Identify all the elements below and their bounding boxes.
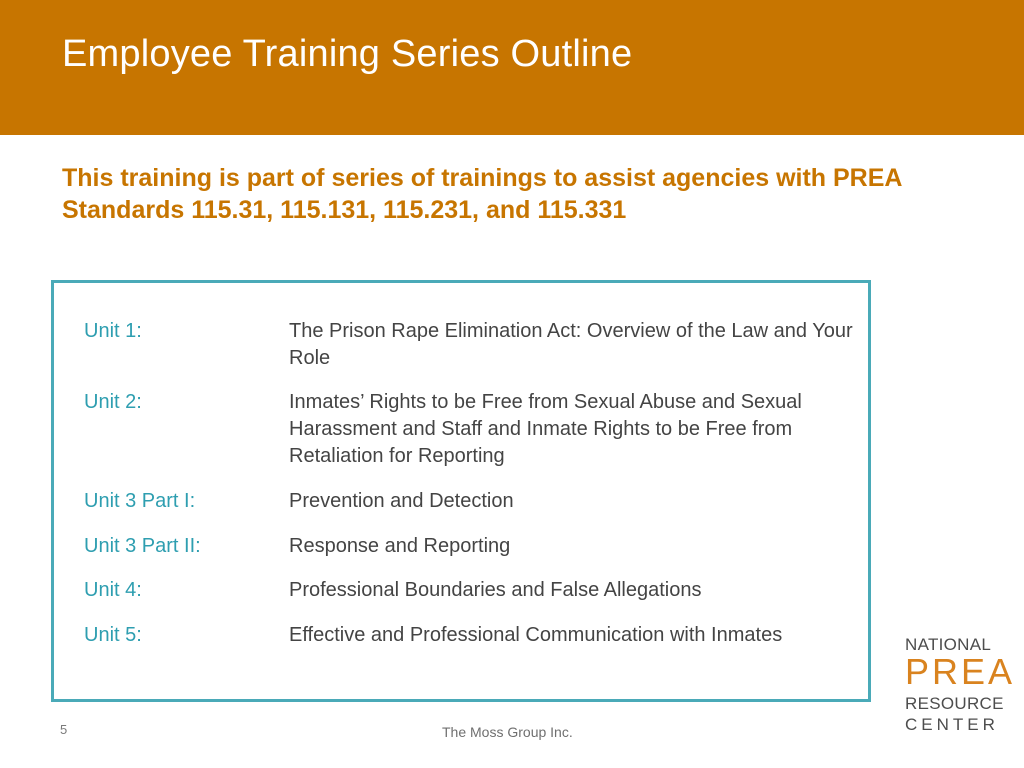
unit-description: Inmates’ Rights to be Free from Sexual Abuse and Sexual Harassment and Staff and Inmate Rights to be Free from Retaliation for Reporting [289, 391, 802, 467]
logo-center-text: CENTER [905, 715, 999, 734]
header-band [0, 0, 1024, 135]
national-prea-resource-center-logo [905, 635, 1016, 737]
logo-national-text: NATIONAL [905, 635, 992, 654]
footer-text: The Moss Group Inc. [442, 724, 573, 740]
unit-label: Unit 5: [84, 624, 142, 646]
units-outline-box [51, 280, 871, 702]
unit-description: The Prison Rape Elimination Act: Overview of the Law and Your Role [289, 320, 853, 369]
slide-title: Employee Training Series Outline [62, 33, 633, 75]
page-number: 5 [60, 722, 68, 737]
unit-label: Unit 1: [84, 320, 142, 342]
unit-description: Effective and Professional Communication with Inmates [289, 624, 783, 646]
unit-label: Unit 3 Part II: [84, 535, 201, 557]
unit-description: Prevention and Detection [289, 490, 514, 512]
slide-subtitle: This training is part of series of trainings to assist agencies with PREA Standards 115.31, 115.131, 115.231, and 115.331 [62, 164, 902, 224]
unit-description: Response and Reporting [289, 535, 511, 557]
unit-description: Professional Boundaries and False Allegations [289, 579, 702, 601]
logo-resource-text: RESOURCE [905, 694, 1004, 713]
unit-label: Unit 2: [84, 391, 142, 413]
logo-prea-text: PREA [905, 651, 1016, 692]
unit-label: Unit 3 Part I: [84, 490, 196, 512]
unit-label: Unit 4: [84, 579, 142, 601]
